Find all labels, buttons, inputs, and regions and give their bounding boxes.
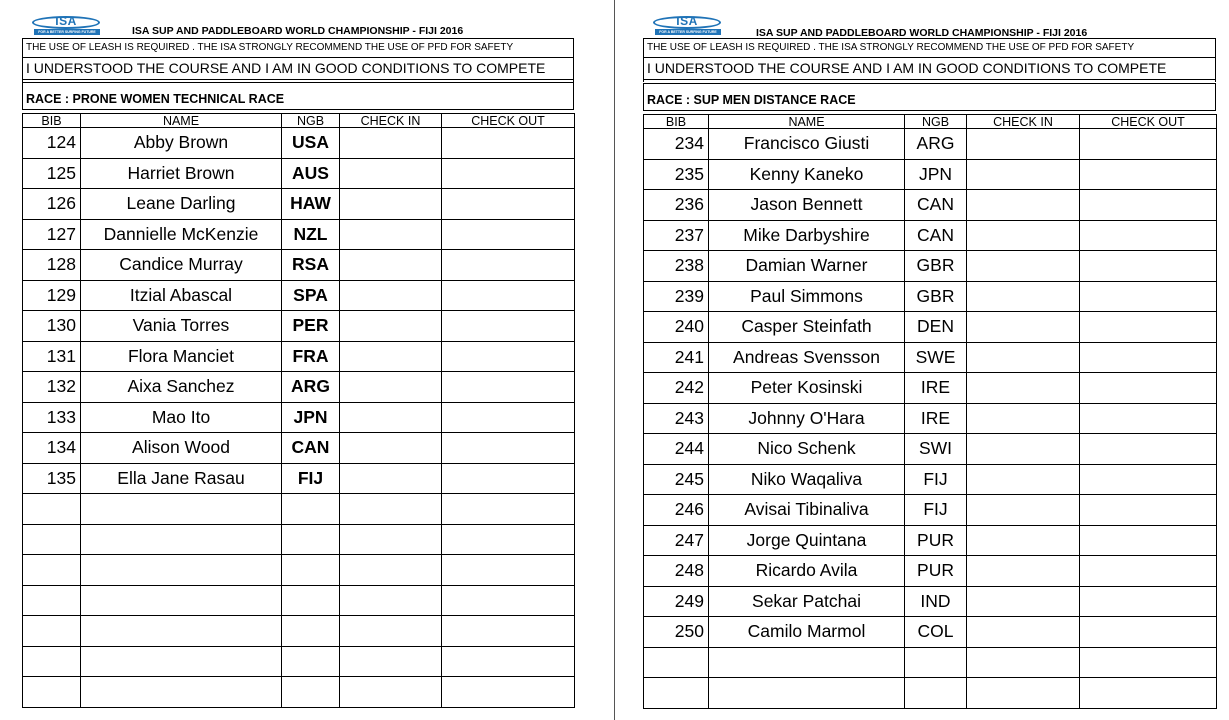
empty-cell xyxy=(340,585,442,616)
logo-tagline: FOR A BETTER SURFING FUTURE xyxy=(655,29,721,35)
empty-cell xyxy=(282,646,340,677)
empty-row xyxy=(644,678,1217,709)
empty-row xyxy=(644,647,1217,678)
check-out-cell xyxy=(1080,464,1217,495)
name-cell: Niko Waqaliva xyxy=(709,464,905,495)
empty-cell xyxy=(644,647,709,678)
bib-cell: 247 xyxy=(644,525,709,556)
ngb-cell: CAN xyxy=(282,433,340,464)
entry-row xyxy=(644,495,1217,526)
bib-cell: 242 xyxy=(644,373,709,404)
notice-box xyxy=(643,38,1216,82)
ngb-cell: FRA xyxy=(282,341,340,372)
empty-cell xyxy=(340,555,442,586)
col-bib: BIB xyxy=(23,114,81,128)
entry-row xyxy=(23,189,575,220)
check-in-cell xyxy=(967,312,1080,343)
entries-table xyxy=(22,113,575,708)
check-in-cell xyxy=(967,617,1080,648)
check-in-cell xyxy=(967,586,1080,617)
empty-cell xyxy=(81,555,282,586)
check-in-cell xyxy=(340,402,442,433)
col-ngb: NGB xyxy=(282,114,340,128)
ngb-cell: RSA xyxy=(282,250,340,281)
empty-cell xyxy=(81,585,282,616)
check-in-cell xyxy=(967,464,1080,495)
empty-cell xyxy=(1080,678,1217,709)
ngb-cell: IND xyxy=(905,586,967,617)
bib-cell: 124 xyxy=(23,128,81,159)
entry-row xyxy=(23,463,575,494)
entry-row xyxy=(644,403,1217,434)
bib-cell: 246 xyxy=(644,495,709,526)
name-cell: Itzial Abascal xyxy=(81,280,282,311)
check-out-cell xyxy=(442,189,575,220)
check-in-cell xyxy=(967,495,1080,526)
name-cell: Nico Schenk xyxy=(709,434,905,465)
compete-declaration: I UNDERSTOOD THE COURSE AND I AM IN GOOD CONDITIONS TO COMPETE xyxy=(23,57,573,79)
logo-text: ISA xyxy=(676,14,698,28)
check-out-cell xyxy=(442,280,575,311)
ngb-cell: PER xyxy=(282,311,340,342)
empty-cell xyxy=(442,494,575,525)
check-out-cell xyxy=(1080,525,1217,556)
name-cell: Flora Manciet xyxy=(81,341,282,372)
check-out-cell xyxy=(1080,556,1217,587)
check-out-cell xyxy=(1080,342,1217,373)
empty-cell xyxy=(1080,647,1217,678)
entry-row xyxy=(23,128,575,159)
ngb-cell: JPN xyxy=(905,159,967,190)
name-cell: Vania Torres xyxy=(81,311,282,342)
bib-cell: 236 xyxy=(644,190,709,221)
check-out-cell xyxy=(1080,251,1217,282)
sheet-prone-women xyxy=(22,0,574,708)
empty-row xyxy=(23,585,575,616)
check-in-cell xyxy=(340,433,442,464)
check-in-cell xyxy=(967,281,1080,312)
name-cell: Ella Jane Rasau xyxy=(81,463,282,494)
entry-row xyxy=(644,525,1217,556)
name-cell: Andreas Svensson xyxy=(709,342,905,373)
empty-cell xyxy=(81,524,282,555)
empty-cell xyxy=(282,494,340,525)
entry-row xyxy=(644,129,1217,160)
name-cell: Candice Murray xyxy=(81,250,282,281)
bib-cell: 250 xyxy=(644,617,709,648)
ngb-cell: FIJ xyxy=(905,464,967,495)
bib-cell: 128 xyxy=(23,250,81,281)
ngb-cell: AUS xyxy=(282,158,340,189)
entry-row xyxy=(23,402,575,433)
name-cell: Damian Warner xyxy=(709,251,905,282)
check-out-cell xyxy=(1080,281,1217,312)
entry-row xyxy=(23,280,575,311)
check-in-cell xyxy=(967,129,1080,160)
entry-row xyxy=(644,312,1217,343)
ngb-cell: ARG xyxy=(905,129,967,160)
empty-row xyxy=(23,677,575,708)
col-check-out: CHECK OUT xyxy=(1080,115,1217,129)
bib-cell: 135 xyxy=(23,463,81,494)
entry-row xyxy=(644,342,1217,373)
empty-cell xyxy=(905,678,967,709)
logo-tagline: FOR A BETTER SURFING FUTURE xyxy=(34,29,100,35)
empty-cell xyxy=(442,524,575,555)
entry-row xyxy=(644,159,1217,190)
check-out-cell xyxy=(442,463,575,494)
entry-row xyxy=(644,220,1217,251)
bib-cell: 248 xyxy=(644,556,709,587)
entry-row xyxy=(644,281,1217,312)
ngb-cell: IRE xyxy=(905,373,967,404)
bib-cell: 249 xyxy=(644,586,709,617)
col-check-out: CHECK OUT xyxy=(442,114,575,128)
bib-cell: 129 xyxy=(23,280,81,311)
empty-cell xyxy=(340,524,442,555)
check-out-cell xyxy=(1080,312,1217,343)
name-cell: Ricardo Avila xyxy=(709,556,905,587)
empty-cell xyxy=(282,524,340,555)
check-in-cell xyxy=(340,128,442,159)
event-title: ISA SUP AND PADDLEBOARD WORLD CHAMPIONSHIP - FIJI 2016 xyxy=(756,27,1088,39)
check-out-cell xyxy=(1080,190,1217,221)
empty-cell xyxy=(967,647,1080,678)
empty-cell xyxy=(340,677,442,708)
entry-row xyxy=(23,250,575,281)
entry-row xyxy=(23,341,575,372)
ngb-cell: CAN xyxy=(905,220,967,251)
ngb-cell: DEN xyxy=(905,312,967,343)
col-bib: BIB xyxy=(644,115,709,129)
bib-cell: 131 xyxy=(23,341,81,372)
empty-row xyxy=(23,524,575,555)
check-out-cell xyxy=(1080,403,1217,434)
empty-cell xyxy=(23,646,81,677)
table-header xyxy=(644,115,1217,129)
empty-row xyxy=(23,616,575,647)
event-title: ISA SUP AND PADDLEBOARD WORLD CHAMPIONSHIP - FIJI 2016 xyxy=(132,25,464,37)
entry-row xyxy=(23,433,575,464)
check-out-cell xyxy=(1080,434,1217,465)
ngb-cell: GBR xyxy=(905,281,967,312)
empty-cell xyxy=(282,616,340,647)
check-out-cell xyxy=(1080,586,1217,617)
check-in-cell xyxy=(967,403,1080,434)
name-cell: Johnny O'Hara xyxy=(709,403,905,434)
sheet-header xyxy=(22,0,574,38)
entry-row xyxy=(23,372,575,403)
col-name: NAME xyxy=(709,115,905,129)
entry-row xyxy=(644,617,1217,648)
empty-cell xyxy=(340,494,442,525)
entry-row xyxy=(644,586,1217,617)
check-out-cell xyxy=(442,372,575,403)
empty-cell xyxy=(23,494,81,525)
bib-cell: 245 xyxy=(644,464,709,495)
check-in-cell xyxy=(340,219,442,250)
entry-row xyxy=(644,373,1217,404)
table-header xyxy=(23,114,575,128)
bib-cell: 239 xyxy=(644,281,709,312)
empty-cell xyxy=(282,677,340,708)
isa-logo xyxy=(653,16,723,37)
ngb-cell: PUR xyxy=(905,556,967,587)
safety-notice: THE USE OF LEASH IS REQUIRED . THE ISA STRONGLY RECOMMEND THE USE OF PFD FOR SAFETY xyxy=(26,42,514,53)
bib-cell: 126 xyxy=(23,189,81,220)
ngb-cell: COL xyxy=(905,617,967,648)
bib-cell: 238 xyxy=(644,251,709,282)
check-out-cell xyxy=(1080,159,1217,190)
check-out-cell xyxy=(442,311,575,342)
empty-cell xyxy=(282,585,340,616)
race-title: RACE : SUP MEN DISTANCE RACE xyxy=(643,83,1216,111)
empty-row xyxy=(23,555,575,586)
check-in-cell xyxy=(967,190,1080,221)
ngb-cell: SWI xyxy=(905,434,967,465)
empty-cell xyxy=(23,616,81,647)
ngb-cell: FIJ xyxy=(282,463,340,494)
name-cell: Kenny Kaneko xyxy=(709,159,905,190)
bib-cell: 234 xyxy=(644,129,709,160)
entry-row xyxy=(23,158,575,189)
entry-row xyxy=(644,190,1217,221)
check-out-cell xyxy=(1080,617,1217,648)
ngb-cell: IRE xyxy=(905,403,967,434)
col-check-in: CHECK IN xyxy=(967,115,1080,129)
empty-cell xyxy=(81,494,282,525)
empty-cell xyxy=(81,677,282,708)
empty-cell xyxy=(340,646,442,677)
race-title: RACE : PRONE WOMEN TECHNICAL RACE xyxy=(22,82,574,110)
entry-row xyxy=(644,464,1217,495)
check-out-cell xyxy=(1080,495,1217,526)
notice-box xyxy=(22,38,574,82)
bib-cell: 127 xyxy=(23,219,81,250)
check-in-cell xyxy=(340,341,442,372)
bib-cell: 130 xyxy=(23,311,81,342)
check-in-cell xyxy=(967,342,1080,373)
bib-cell: 240 xyxy=(644,312,709,343)
check-in-cell xyxy=(967,434,1080,465)
entry-row xyxy=(644,556,1217,587)
empty-cell xyxy=(81,646,282,677)
name-cell: Peter Kosinski xyxy=(709,373,905,404)
check-out-cell xyxy=(1080,373,1217,404)
name-cell: Jason Bennett xyxy=(709,190,905,221)
name-cell: Camilo Marmol xyxy=(709,617,905,648)
empty-cell xyxy=(442,616,575,647)
bib-cell: 244 xyxy=(644,434,709,465)
empty-cell xyxy=(81,616,282,647)
ngb-cell: CAN xyxy=(905,190,967,221)
name-cell: Dannielle McKenzie xyxy=(81,219,282,250)
check-in-cell xyxy=(340,189,442,220)
ngb-cell: SPA xyxy=(282,280,340,311)
check-out-cell xyxy=(442,341,575,372)
empty-cell xyxy=(23,524,81,555)
check-in-cell xyxy=(967,251,1080,282)
name-cell: Jorge Quintana xyxy=(709,525,905,556)
check-out-cell xyxy=(442,433,575,464)
safety-notice: THE USE OF LEASH IS REQUIRED . THE ISA STRONGLY RECOMMEND THE USE OF PFD FOR SAFETY xyxy=(647,42,1135,53)
bib-cell: 243 xyxy=(644,403,709,434)
ngb-cell: ARG xyxy=(282,372,340,403)
empty-cell xyxy=(442,585,575,616)
empty-row xyxy=(23,494,575,525)
empty-row xyxy=(23,646,575,677)
name-cell: Francisco Giusti xyxy=(709,129,905,160)
ngb-cell: JPN xyxy=(282,402,340,433)
name-cell: Abby Brown xyxy=(81,128,282,159)
entry-row xyxy=(23,219,575,250)
col-name: NAME xyxy=(81,114,282,128)
name-cell: Avisai Tibinaliva xyxy=(709,495,905,526)
check-in-cell xyxy=(340,311,442,342)
page-divider xyxy=(614,0,615,720)
entry-row xyxy=(644,251,1217,282)
name-cell: Alison Wood xyxy=(81,433,282,464)
check-out-cell xyxy=(1080,220,1217,251)
check-in-cell xyxy=(967,159,1080,190)
col-ngb: NGB xyxy=(905,115,967,129)
ngb-cell: FIJ xyxy=(905,495,967,526)
compete-declaration: I UNDERSTOOD THE COURSE AND I AM IN GOOD CONDITIONS TO COMPETE xyxy=(644,57,1215,79)
name-cell: Leane Darling xyxy=(81,189,282,220)
empty-cell xyxy=(709,647,905,678)
logo-text: ISA xyxy=(55,14,77,28)
name-cell: Mao Ito xyxy=(81,402,282,433)
empty-cell xyxy=(967,678,1080,709)
name-cell: Paul Simmons xyxy=(709,281,905,312)
entry-row xyxy=(644,434,1217,465)
empty-cell xyxy=(442,677,575,708)
empty-cell xyxy=(340,616,442,647)
ngb-cell: SWE xyxy=(905,342,967,373)
ngb-cell: NZL xyxy=(282,219,340,250)
empty-cell xyxy=(442,555,575,586)
empty-cell xyxy=(23,677,81,708)
check-in-cell xyxy=(340,372,442,403)
bib-cell: 237 xyxy=(644,220,709,251)
col-check-in: CHECK IN xyxy=(340,114,442,128)
bib-cell: 235 xyxy=(644,159,709,190)
sheet-header xyxy=(643,0,1216,38)
entries-table xyxy=(643,114,1217,709)
bib-cell: 241 xyxy=(644,342,709,373)
check-out-cell xyxy=(1080,129,1217,160)
name-cell: Harriet Brown xyxy=(81,158,282,189)
sheet-sup-men xyxy=(643,0,1216,709)
empty-cell xyxy=(23,585,81,616)
check-in-cell xyxy=(967,525,1080,556)
name-cell: Mike Darbyshire xyxy=(709,220,905,251)
ngb-cell: PUR xyxy=(905,525,967,556)
name-cell: Aixa Sanchez xyxy=(81,372,282,403)
ngb-cell: HAW xyxy=(282,189,340,220)
bib-cell: 132 xyxy=(23,372,81,403)
check-in-cell xyxy=(967,373,1080,404)
check-out-cell xyxy=(442,250,575,281)
check-out-cell xyxy=(442,402,575,433)
isa-logo xyxy=(32,16,102,37)
empty-cell xyxy=(23,555,81,586)
check-in-cell xyxy=(340,280,442,311)
check-in-cell xyxy=(967,220,1080,251)
ngb-cell: USA xyxy=(282,128,340,159)
check-in-cell xyxy=(340,463,442,494)
bib-cell: 134 xyxy=(23,433,81,464)
ngb-cell: GBR xyxy=(905,251,967,282)
empty-cell xyxy=(709,678,905,709)
entry-row xyxy=(23,311,575,342)
bib-cell: 125 xyxy=(23,158,81,189)
empty-cell xyxy=(442,646,575,677)
name-cell: Casper Steinfath xyxy=(709,312,905,343)
empty-cell xyxy=(644,678,709,709)
name-cell: Sekar Patchai xyxy=(709,586,905,617)
check-out-cell xyxy=(442,219,575,250)
check-in-cell xyxy=(340,250,442,281)
check-out-cell xyxy=(442,128,575,159)
empty-cell xyxy=(282,555,340,586)
check-out-cell xyxy=(442,158,575,189)
empty-cell xyxy=(905,647,967,678)
check-in-cell xyxy=(340,158,442,189)
bib-cell: 133 xyxy=(23,402,81,433)
check-in-cell xyxy=(967,556,1080,587)
